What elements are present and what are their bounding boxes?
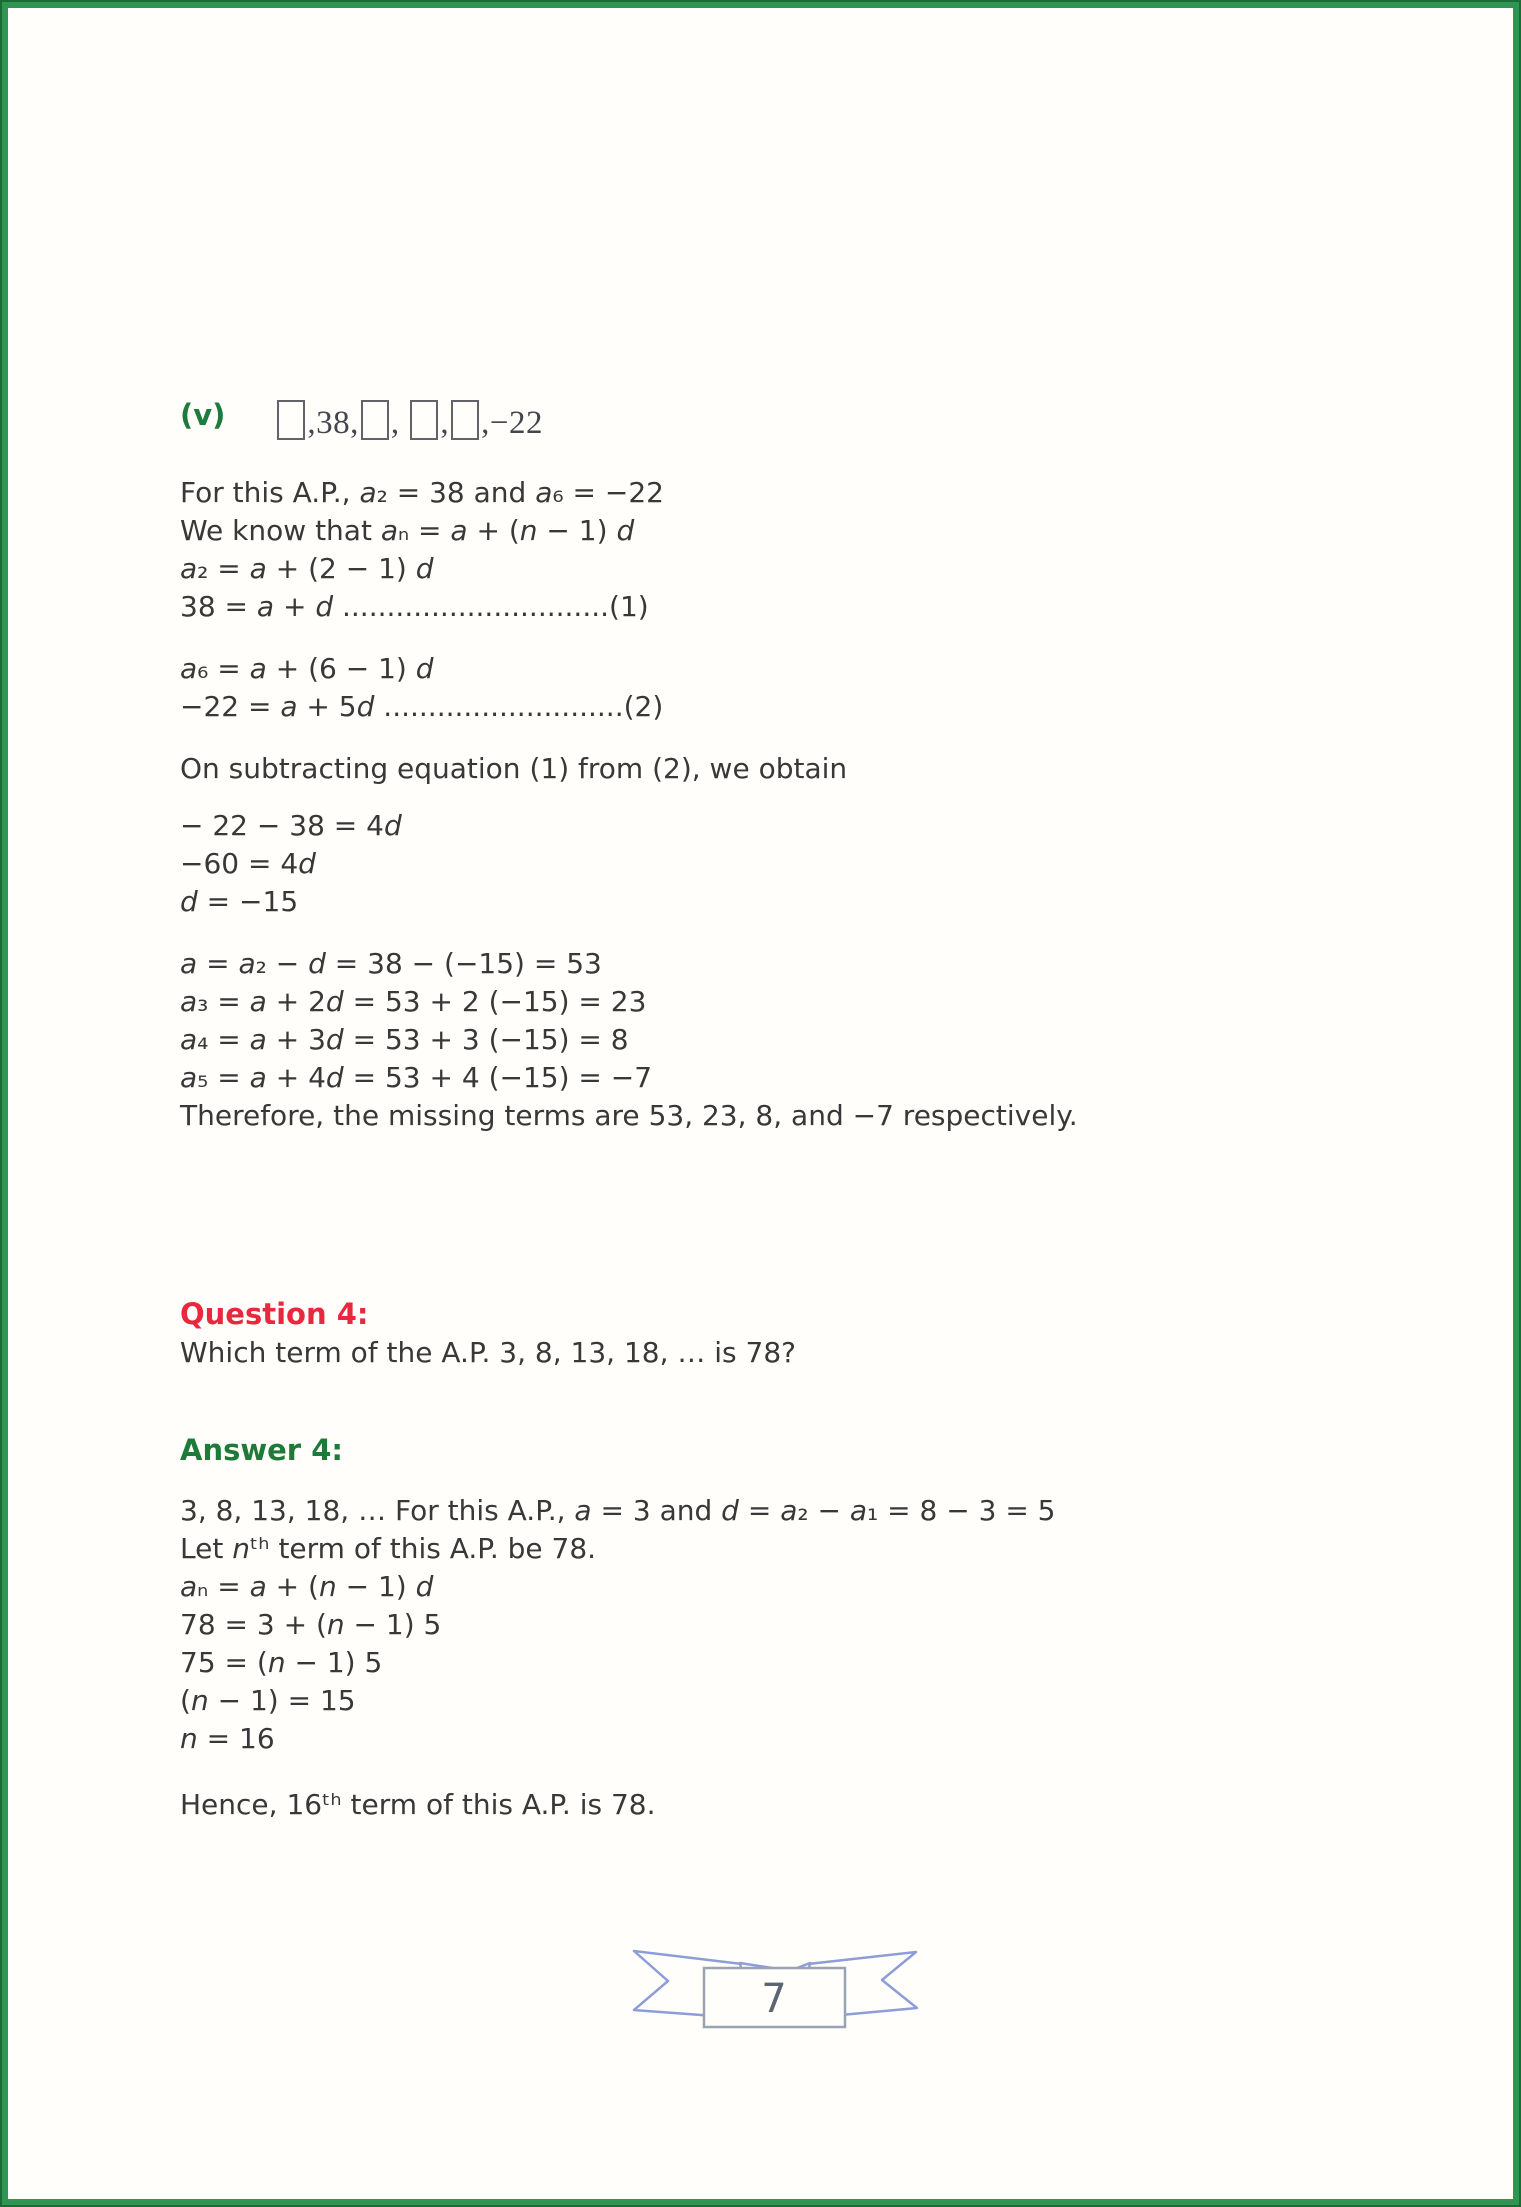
equation-line: d = −15 <box>180 885 299 918</box>
question-4-section <box>180 1294 1459 1372</box>
equation-line: 78 = 3 + (n − 1) 5 <box>180 1608 442 1641</box>
equation-line: We know that aₙ = a + (n − 1) d <box>180 514 635 547</box>
derivation-paragraph <box>180 650 1459 726</box>
equation-line: 75 = (n − 1) 5 <box>180 1646 383 1679</box>
answer-working <box>180 1492 1459 1758</box>
equation-line: −60 = 4d <box>180 847 316 880</box>
sequence-text: , <box>440 405 450 441</box>
conclusion-line: Therefore, the missing terms are 53, 23, 8, and −7 respectively. <box>180 1099 1078 1132</box>
sequence-text: ,−22 <box>481 405 544 441</box>
equation-line: aₙ = a + (n − 1) d <box>180 1570 434 1603</box>
equation-line: −22 = a + 5d ...........................(2) <box>180 690 664 723</box>
answer-heading: Answer 4: <box>180 1433 343 1467</box>
equation-line: 38 = a + d ..............................(1) <box>180 590 649 623</box>
equation-line: a₄ = a + 3d = 53 + 3 (−15) = 8 <box>180 1023 629 1056</box>
sequence-text: , <box>390 405 409 441</box>
blank-term-box <box>451 400 479 440</box>
prose-line: On subtracting equation (1) from (2), we obtain <box>180 752 848 785</box>
equation-line: Let nᵗʰ term of this A.P. be 78. <box>180 1532 597 1565</box>
page-number-ribbon <box>630 1948 920 2032</box>
equation-line: a = a₂ − d = 38 − (−15) = 53 <box>180 947 602 980</box>
blank-term-box <box>361 400 389 440</box>
equation-line: a₃ = a + 2d = 53 + 2 (−15) = 23 <box>180 985 647 1018</box>
ap-sequence <box>275 405 543 441</box>
question-text: Which term of the A.P. 3, 8, 13, 18, … is 78? <box>180 1336 797 1369</box>
blank-term-box <box>410 400 438 440</box>
equation-line: n = 16 <box>180 1722 275 1755</box>
part-label: (v) <box>180 398 226 432</box>
sequence-text: ,38, <box>307 405 359 441</box>
part-v-section <box>180 398 1459 1135</box>
equation-line: a₂ = a + (2 − 1) d <box>180 552 434 585</box>
derivation-paragraph <box>180 750 1459 788</box>
part-v-header <box>180 398 1459 462</box>
question-heading: Question 4: <box>180 1297 369 1331</box>
derivation-paragraph <box>180 945 1459 1135</box>
page-number: 7 <box>761 1976 787 2022</box>
equation-line: 3, 8, 13, 18, … For this A.P., a = 3 and d = a₂ − a₁ = 8 − 3 = 5 <box>180 1494 1056 1527</box>
answer-conclusion: Hence, 16ᵗʰ term of this A.P. is 78. <box>180 1788 656 1821</box>
answer-4-section <box>180 1430 1459 1824</box>
blank-term-box <box>277 400 305 440</box>
equation-line: For this A.P., a₂ = 38 and a₆ = −22 <box>180 476 664 509</box>
derivation-paragraph <box>180 807 1459 921</box>
equation-line: a₅ = a + 4d = 53 + 4 (−15) = −7 <box>180 1061 653 1094</box>
equation-line: a₆ = a + (6 − 1) d <box>180 652 434 685</box>
equation-line: − 22 − 38 = 4d <box>180 809 402 842</box>
derivation-paragraph <box>180 474 1459 626</box>
equation-line: (n − 1) = 15 <box>180 1684 356 1717</box>
